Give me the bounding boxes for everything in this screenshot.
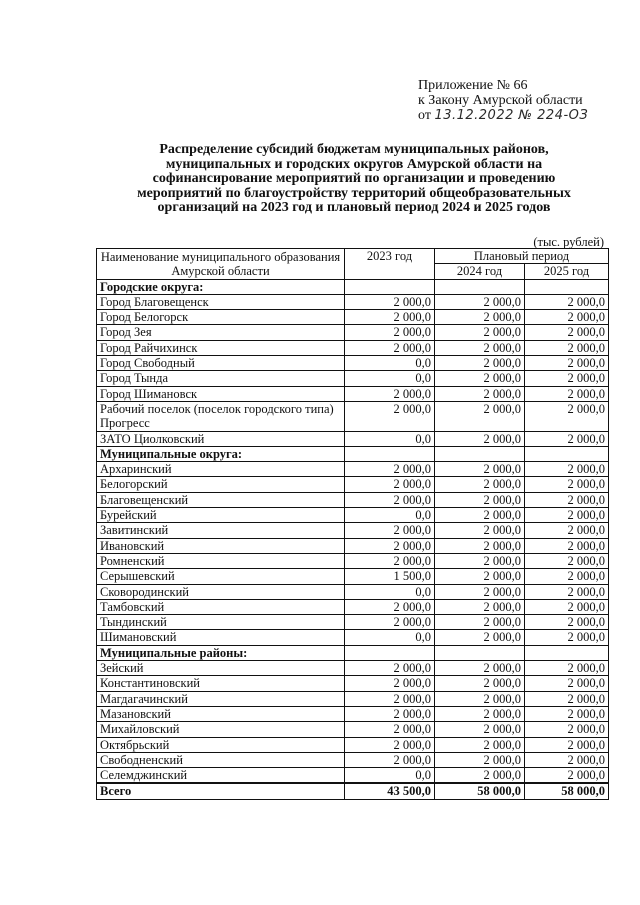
title-line: Распределение субсидий бюджетам муниципальных районов, <box>159 142 549 157</box>
value-2023: 2 000,0 <box>345 722 435 737</box>
municipality-name: Бурейский <box>97 508 345 523</box>
appendix-date <box>418 108 628 123</box>
municipality-name: Тамбовский <box>97 599 345 614</box>
value-2025: 2 000,0 <box>525 356 609 371</box>
table-row <box>97 325 609 340</box>
title-line: муниципальных и городских округов Амурской области на <box>165 156 543 172</box>
table-row <box>97 691 609 706</box>
table-row <box>97 492 609 507</box>
subsidy-table <box>96 248 609 800</box>
value-2025: 2 000,0 <box>525 492 609 507</box>
value-2025: 2 000,0 <box>525 523 609 538</box>
header-plan: Плановый период <box>435 249 609 264</box>
value-2024: 2 000,0 <box>435 630 525 645</box>
table-row <box>97 706 609 721</box>
value-2025: 2 000,0 <box>525 401 609 431</box>
municipality-name: Завитинский <box>97 523 345 538</box>
value-2023: 0,0 <box>345 431 435 446</box>
value-2025: 2 000,0 <box>525 615 609 630</box>
value-2024: 2 000,0 <box>435 340 525 355</box>
municipality-name: Серышевский <box>97 569 345 584</box>
value-2025: 2 000,0 <box>525 661 609 676</box>
table-body <box>97 279 609 799</box>
value-2025: 2 000,0 <box>525 386 609 401</box>
total-2024: 58 000,0 <box>435 783 525 799</box>
value-2023: 2 000,0 <box>345 294 435 309</box>
table-row <box>97 386 609 401</box>
table-row <box>97 768 609 784</box>
table-row <box>97 401 609 431</box>
municipality-name: Город Белогорск <box>97 310 345 325</box>
total-2025: 58 000,0 <box>525 783 609 799</box>
value-2024: 2 000,0 <box>435 615 525 630</box>
value-2025: 2 000,0 <box>525 477 609 492</box>
municipality-name: Селемджинский <box>97 768 345 784</box>
value-2023: 2 000,0 <box>345 325 435 340</box>
value-2025: 2 000,0 <box>525 538 609 553</box>
value-2024: 2 000,0 <box>435 553 525 568</box>
table-header-row <box>97 249 609 264</box>
municipality-name: Зейский <box>97 661 345 676</box>
empty-cell <box>435 446 525 461</box>
value-2023: 0,0 <box>345 371 435 386</box>
value-2025: 2 000,0 <box>525 768 609 784</box>
section-row <box>97 279 609 294</box>
value-2023: 2 000,0 <box>345 386 435 401</box>
municipality-name: Константиновский <box>97 676 345 691</box>
value-2025: 2 000,0 <box>525 569 609 584</box>
value-2024: 2 000,0 <box>435 356 525 371</box>
table-row <box>97 752 609 767</box>
table-row <box>97 584 609 599</box>
handwritten-date: 13.12.2022 № 224-ОЗ <box>434 108 589 123</box>
value-2024: 2 000,0 <box>435 691 525 706</box>
appendix-number: Приложение № 66 <box>418 78 528 93</box>
value-2023: 0,0 <box>345 768 435 784</box>
header-2023: 2023 год <box>345 249 435 280</box>
value-2024: 2 000,0 <box>435 752 525 767</box>
table-row <box>97 340 609 355</box>
municipality-name: Сковородинский <box>97 584 345 599</box>
value-2025: 2 000,0 <box>525 310 609 325</box>
value-2024: 2 000,0 <box>435 722 525 737</box>
value-2025: 2 000,0 <box>525 325 609 340</box>
value-2025: 2 000,0 <box>525 462 609 477</box>
municipality-name: Ивановский <box>97 538 345 553</box>
value-2023: 0,0 <box>345 508 435 523</box>
total-row <box>97 783 609 799</box>
table-row <box>97 737 609 752</box>
table-row <box>97 599 609 614</box>
value-2023: 2 000,0 <box>345 706 435 721</box>
empty-cell <box>345 446 435 461</box>
value-2023: 2 000,0 <box>345 401 435 431</box>
value-2024: 2 000,0 <box>435 325 525 340</box>
value-2023: 2 000,0 <box>345 661 435 676</box>
value-2023: 0,0 <box>345 356 435 371</box>
municipality-name: Ромненский <box>97 553 345 568</box>
value-2024: 2 000,0 <box>435 706 525 721</box>
appendix-date-prefix: от <box>418 108 431 123</box>
municipality-name: Город Благовещенск <box>97 294 345 309</box>
table-row <box>97 371 609 386</box>
value-2023: 2 000,0 <box>345 538 435 553</box>
value-2025: 2 000,0 <box>525 676 609 691</box>
value-2024: 2 000,0 <box>435 294 525 309</box>
municipality-name: Архаринский <box>97 462 345 477</box>
empty-cell <box>525 645 609 660</box>
value-2024: 2 000,0 <box>435 737 525 752</box>
value-2024: 2 000,0 <box>435 310 525 325</box>
appendix-block <box>418 78 628 123</box>
empty-cell <box>345 645 435 660</box>
section-row <box>97 446 609 461</box>
header-name: Наименование муниципального образования Амурской области <box>97 249 345 280</box>
municipality-name: Свободненский <box>97 752 345 767</box>
empty-cell <box>435 645 525 660</box>
title-line: организаций на 2023 год и плановый период 2024 и 2025 годов <box>157 200 551 215</box>
value-2023: 2 000,0 <box>345 615 435 630</box>
total-2023: 43 500,0 <box>345 783 435 799</box>
municipality-name: Тындинский <box>97 615 345 630</box>
table-row <box>97 356 609 371</box>
document-title <box>96 143 612 216</box>
table-row <box>97 661 609 676</box>
value-2025: 2 000,0 <box>525 508 609 523</box>
value-2025: 2 000,0 <box>525 371 609 386</box>
value-2025: 2 000,0 <box>525 630 609 645</box>
value-2025: 2 000,0 <box>525 340 609 355</box>
value-2023: 2 000,0 <box>345 676 435 691</box>
value-2023: 2 000,0 <box>345 523 435 538</box>
table-row <box>97 431 609 446</box>
value-2024: 2 000,0 <box>435 599 525 614</box>
municipality-name: Город Шимановск <box>97 386 345 401</box>
value-2025: 2 000,0 <box>525 752 609 767</box>
municipality-name: Шимановский <box>97 630 345 645</box>
section-name: Муниципальные районы: <box>97 645 345 660</box>
table-row <box>97 310 609 325</box>
value-2024: 2 000,0 <box>435 523 525 538</box>
table-row <box>97 722 609 737</box>
value-2025: 2 000,0 <box>525 431 609 446</box>
table-row <box>97 294 609 309</box>
value-2025: 2 000,0 <box>525 691 609 706</box>
value-2025: 2 000,0 <box>525 599 609 614</box>
table-row <box>97 462 609 477</box>
municipality-name: Город Райчихинск <box>97 340 345 355</box>
table-row <box>97 676 609 691</box>
municipality-name: Белогорский <box>97 477 345 492</box>
value-2025: 2 000,0 <box>525 706 609 721</box>
value-2023: 2 000,0 <box>345 477 435 492</box>
value-2024: 2 000,0 <box>435 768 525 784</box>
value-2024: 2 000,0 <box>435 462 525 477</box>
value-2025: 2 000,0 <box>525 553 609 568</box>
value-2025: 2 000,0 <box>525 294 609 309</box>
value-2024: 2 000,0 <box>435 401 525 431</box>
value-2023: 2 000,0 <box>345 691 435 706</box>
value-2023: 2 000,0 <box>345 462 435 477</box>
section-name: Муниципальные округа: <box>97 446 345 461</box>
empty-cell <box>345 279 435 294</box>
value-2024: 2 000,0 <box>435 386 525 401</box>
value-2023: 2 000,0 <box>345 492 435 507</box>
municipality-name: Город Тында <box>97 371 345 386</box>
municipality-name: Рабочий поселок (поселок городского типа) Прогресс <box>97 401 345 431</box>
value-2023: 2 000,0 <box>345 737 435 752</box>
appendix-law: к Закону Амурской области <box>418 93 583 108</box>
municipality-name: Мазановский <box>97 706 345 721</box>
title-line: софинансирование мероприятий по организации и проведению <box>152 171 556 186</box>
value-2024: 2 000,0 <box>435 569 525 584</box>
value-2025: 2 000,0 <box>525 737 609 752</box>
empty-cell <box>525 279 609 294</box>
value-2023: 2 000,0 <box>345 553 435 568</box>
empty-cell <box>435 279 525 294</box>
units-label: (тыс. рублей) <box>533 235 604 249</box>
table-row <box>97 630 609 645</box>
municipality-name: Город Зея <box>97 325 345 340</box>
value-2024: 2 000,0 <box>435 477 525 492</box>
value-2024: 2 000,0 <box>435 371 525 386</box>
municipality-name: Магдагачинский <box>97 691 345 706</box>
value-2023: 2 000,0 <box>345 340 435 355</box>
table-row <box>97 569 609 584</box>
value-2024: 2 000,0 <box>435 538 525 553</box>
table-row <box>97 477 609 492</box>
title-line: мероприятий по благоустройству территорий общеобразовательных <box>137 185 571 201</box>
municipality-name: Город Свободный <box>97 356 345 371</box>
value-2024: 2 000,0 <box>435 508 525 523</box>
value-2023: 0,0 <box>345 630 435 645</box>
value-2024: 2 000,0 <box>435 492 525 507</box>
value-2023: 0,0 <box>345 584 435 599</box>
municipality-name: Октябрьский <box>97 737 345 752</box>
table-row <box>97 553 609 568</box>
table-row <box>97 538 609 553</box>
value-2025: 2 000,0 <box>525 722 609 737</box>
value-2024: 2 000,0 <box>435 661 525 676</box>
value-2023: 1 500,0 <box>345 569 435 584</box>
municipality-name: ЗАТО Циолковский <box>97 431 345 446</box>
municipality-name: Михайловский <box>97 722 345 737</box>
value-2024: 2 000,0 <box>435 584 525 599</box>
value-2023: 2 000,0 <box>345 752 435 767</box>
section-row <box>97 645 609 660</box>
header-2024: 2024 год <box>435 264 525 279</box>
value-2023: 2 000,0 <box>345 599 435 614</box>
empty-cell <box>525 446 609 461</box>
table-row <box>97 615 609 630</box>
total-label: Всего <box>97 783 345 799</box>
section-name: Городские округа: <box>97 279 345 294</box>
value-2025: 2 000,0 <box>525 584 609 599</box>
table-row <box>97 508 609 523</box>
municipality-name: Благовещенский <box>97 492 345 507</box>
value-2023: 2 000,0 <box>345 310 435 325</box>
table-row <box>97 523 609 538</box>
header-2025: 2025 год <box>525 264 609 279</box>
value-2024: 2 000,0 <box>435 676 525 691</box>
value-2024: 2 000,0 <box>435 431 525 446</box>
